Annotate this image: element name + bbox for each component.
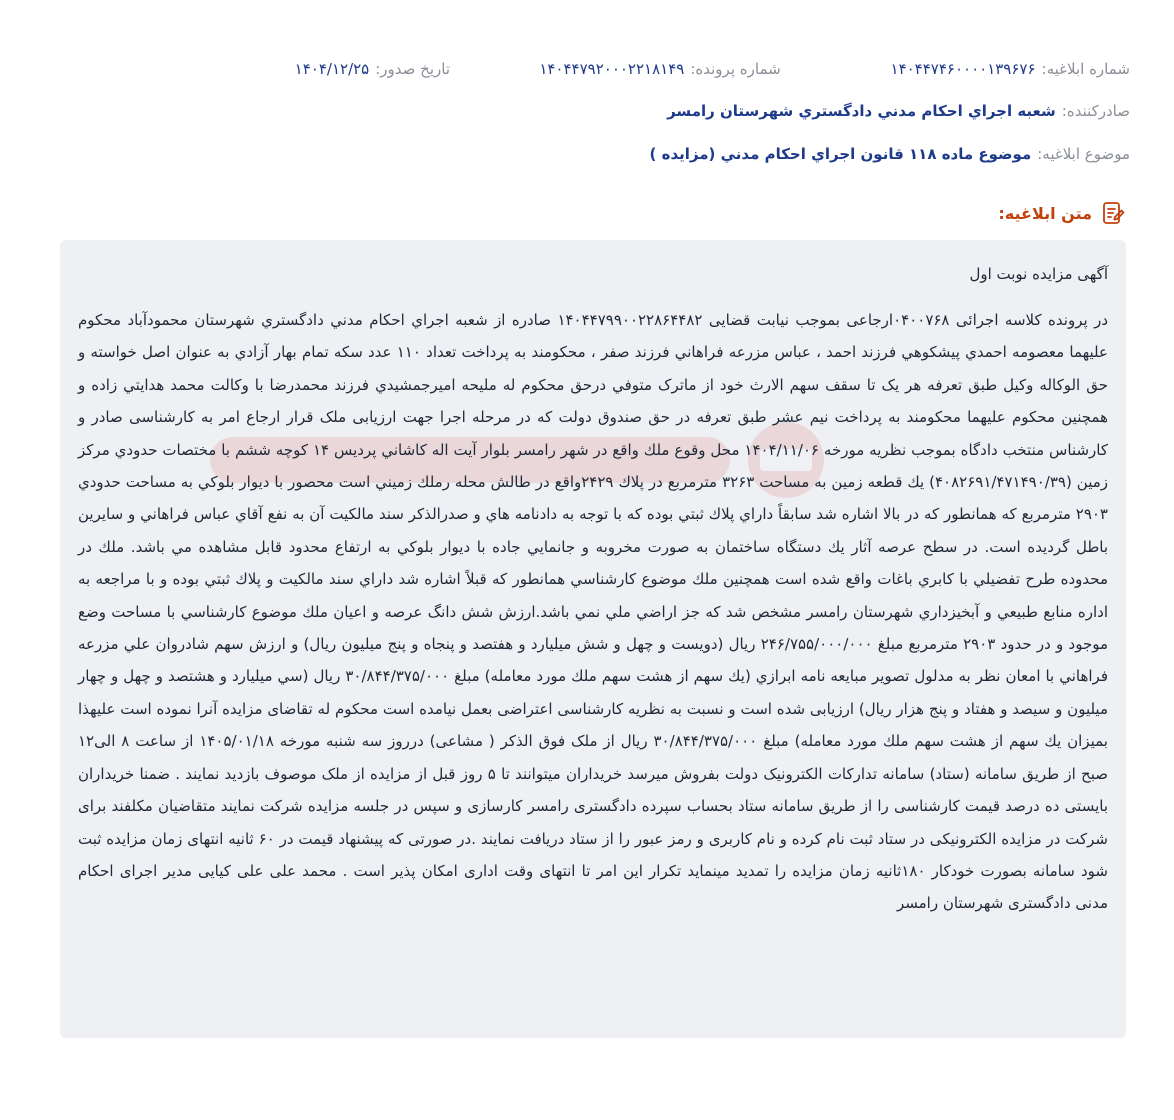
issuer-label: صادرکننده: bbox=[1061, 102, 1130, 120]
issuer-value: شعبه اجراي احكام مدني دادگستري شهرستان رامسر bbox=[667, 102, 1056, 120]
notice-content-box bbox=[60, 240, 1126, 1038]
document-edit-icon bbox=[1100, 200, 1126, 226]
notice-body-text: در پرونده کلاسه اجرائی ۰۴۰۰۷۶۸ارجاعی بموجب نیابت قضایی ۱۴۰۴۴۷۹۹۰۰۲۲۸۶۴۴۸۲ صادره از شعبه اجراي احكام مدني دادگستري شهرستان محمودآباد محکوم علیهما معصومه احمدي پيشكوهي فرزند احمد ، عباس مزرعه فراهاني فرزند صفر ، محکومند به پرداخت تعداد ۱۱۰ عدد سکه تمام بهار آزادي به عنوان اصل خواسته و حق الوكاله وكيل طبق تعرفه هر يک تا سقف سهم الارث خود از ماترک متوفي درحق محکوم له مليحه اميرجمشيدي فرزند محمدرضا با وكالت محمد هدايتي زاده و همچنین محکوم علیهما محکومند به پرداخت نیم عشر طبق تعرفه در حق صندوق دولت که در مرحله اجرا جهت ارزيابی ملک قرار ارجاع امر به کارشناسی صادر و کارشناس منتخب دادگاه بموجب نظريه مورخه ۱۴۰۴/۱۱/۰۶ محل وقوع ملك واقع در شهر رامسر بلوار آيت اله كاشاني پرديس ۱۴ كوچه ششم با مختصات حدودي مركز زمين (۴۰۸۲۶۹۱/۴۷۱۴۹۰/۳۹) يك قطعه زمين به مساحت ۳۲۶۳ مترمربع در پلاك ۲۴۲۹واقع در طالش محله رملك زميني است محصور با ديوار بلوكي به مساحت حدودي ۲۹۰۳ مترمربع كه همانطور كه در بالا اشاره شد سابقاً داراي پلاك ثبتي بوده كه با توجه به دادنامه هاي و صدرالذكر سند مالكيت آن به نفع آقاي عباس فراهاني و سايرين باطل گرديده است. در سطح عرصه آثار يك دستگاه ساختمان به صورت مخروبه و جانمايي جاده با ديوار بلوكي به ارتفاع محدود قابل مشاهده مي باشد. ملك در محدوده طرح تفضيلي با كابري باغات واقع شده است همچنين ملك موضوع كارشناسي همانطور كه قبلاً اشاره شد داراي سند مالكيت و پلاك ثبتي بوده و با مراجعه به اداره منابع طبيعي و آبخيزداري شهرستان رامسر مشخص شد كه جز اراضي ملي نمي باشد.ارزش شش دانگ عرصه و اعيان ملك موضوع كارشناسي با مساحت وضع موجود و در حدود ۲۹۰۳ مترمربع مبلغ ۲۴۶/۷۵۵/۰۰۰/۰۰۰ ريال (دويست و چهل و شش ميليارد و هفتصد و پنجاه و پنج ميليون ريال) و ارزش سهم شادروان علي مزرعه فراهاني با امعان نظر به مدلول تصوير مبايعه نامه ابرازي (يك سهم از هشت سهم ملك مورد معامله) مبلغ ۳۰/۸۴۴/۳۷۵/۰۰۰ ريال (سي ميليارد و هشتصد و چهل و چهار ميليون و سيصد و هفتاد و پنج هزار ريال) ارزيابی شده است و نسبت به نظريه كارشناسی اعتراضی بعمل نيامده است محکوم له تقاضای مزايده آنرا نموده است عليهذا بميزان يك سهم از هشت سهم ملك مورد معامله) مبلغ ۳۰/۸۴۴/۳۷۵/۰۰۰ ريال از ملک فوق الذکر ( مشاعی) درروز سه شنبه مورخه ۱۴۰۵/۰۱/۱۸ از ساعت ۸ الی۱۲ صبح از طريق سامانه (ستاد) سامانه تدارکات الکترونيک دولت بفروش ميرسد خريداران ميتوانند تا ۵ روز قبل از مزايده از ملک موصوف بازديد نمايند . ضمنا خريداران بايستی ده درصد قيمت كارشناسی را از طريق سامانه ستاد بحساب سپرده دادگستری رامسر كارسازی و سپس در جلسه مزايده شركت نمايند متقاضيان مكلفند برای شركت در مزايده الكترونيكی در ستاد ثبت نام كرده و نام كاربری و رمز عبور را از ستاد دريافت نمايند .در صورتی كه پيشنهاد قيمت در ۶۰ ثانيه انتهای زمان مزايده ثبت شود سامانه بصورت خودكار ۱۸۰ثانيه زمان مزايده را تمديد مينمايد تكرار اين امر تا انتهای وقت اداری امكان پذير است . محمد علی علی كيايی مدير اجرای احكام مدنی دادگستری شهرستان رامسر bbox=[78, 311, 1109, 913]
notice-heading: آگهی مزایده نوبت اول bbox=[969, 265, 1108, 283]
issue-date-label: تاریخ صدور: bbox=[375, 60, 450, 78]
meta-row-issuer bbox=[48, 97, 1130, 125]
issue-date-value: ۱۴۰۴/۱۲/۲۵ bbox=[294, 60, 370, 78]
meta-row-subject bbox=[48, 140, 1130, 168]
notice-number bbox=[870, 60, 1130, 78]
case-number bbox=[450, 60, 870, 78]
section-title-label: متن ابلاغیه: bbox=[998, 203, 1092, 223]
notice-number-label: شماره ابلاغیه: bbox=[1041, 60, 1130, 78]
section-title bbox=[998, 200, 1126, 226]
issue-date bbox=[48, 60, 450, 78]
subject-label: موضوع ابلاغیه: bbox=[1037, 145, 1130, 163]
subject-value: موضوع ماده ۱۱۸ قانون اجراي احكام مدني (مزايده ) bbox=[649, 145, 1032, 163]
meta-row-numbers bbox=[48, 55, 1130, 83]
notice-number-value: ۱۴۰۴۴۷۴۶۰۰۰۰۱۳۹۶۷۶ bbox=[890, 60, 1036, 78]
case-number-label: شماره پرونده: bbox=[690, 60, 781, 78]
case-number-value: ۱۴۰۴۴۷۹۲۰۰۰۲۲۱۸۱۴۹ bbox=[539, 60, 685, 78]
